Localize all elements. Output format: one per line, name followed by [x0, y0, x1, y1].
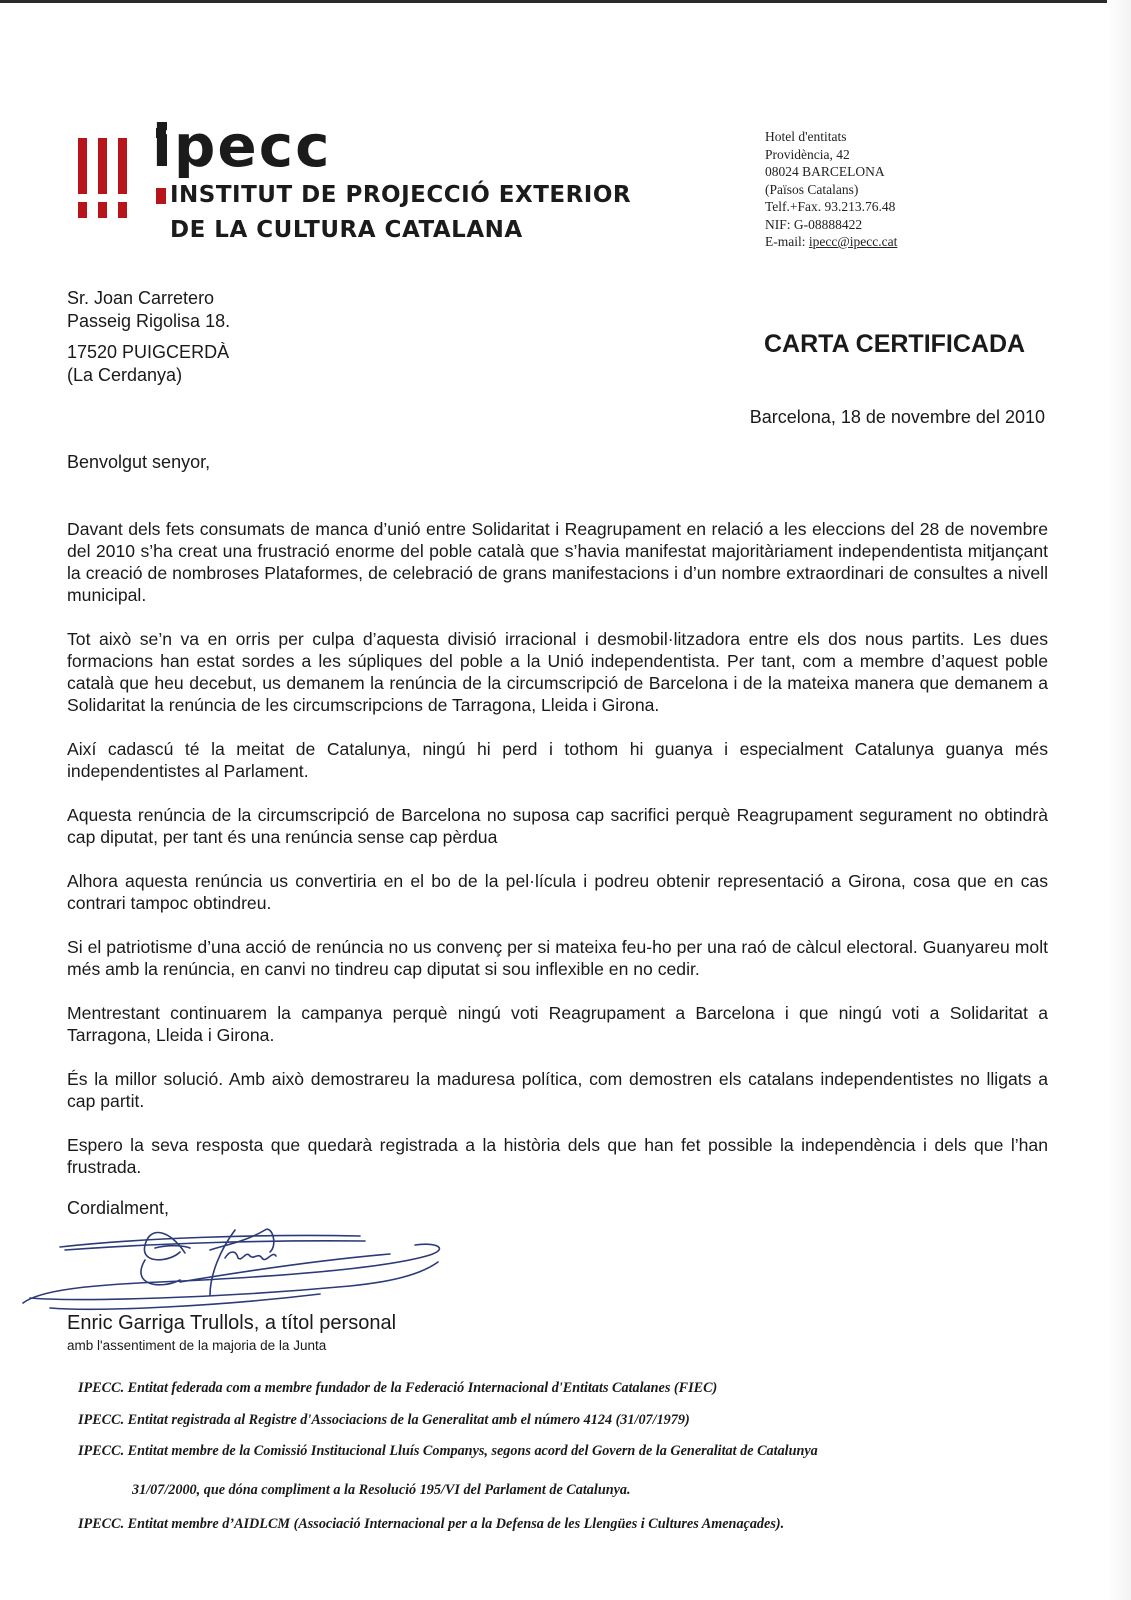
- address-line: Hotel d'entitats: [765, 129, 847, 144]
- footer-line: 31/07/2000, que dóna compliment a la Resolució 195/VI del Parlament de Catalunya.: [132, 1482, 631, 1498]
- letter-date: Barcelona, 18 de novembre del 2010: [749, 407, 1045, 427]
- scan-edge-top: [0, 0, 1131, 3]
- address-line: Providència, 42: [765, 146, 850, 162]
- logo-wordmark: ipecc: [152, 112, 332, 180]
- email-label: E-mail:: [765, 234, 806, 249]
- address-line: 08024 BARCELONA: [765, 164, 885, 179]
- footer-line: IPECC. Entitat membre de la Comissió Institucional Lluís Companys, segons acord del Govern de la Generalitat de Catalunya: [78, 1443, 818, 1459]
- recipient-region: (La Cerdanya): [67, 365, 183, 385]
- closing: Cordialment,: [67, 1198, 170, 1218]
- address-line: Telf.+Fax. 93.213.76.48: [765, 199, 896, 214]
- address-line: (Països Catalans): [765, 181, 859, 197]
- address-line: NIF: G-08888422: [765, 216, 863, 232]
- body-paragraph: Si el patriotisme d’una acció de renúncia no us convenç per si mateixa feu-ho per una raó de càlcul electoral. Guanyareu molt més amb la renúncia, en canvi no tindreu cap diputat si sou inflexible en no cedir.: [67, 937, 1048, 979]
- footer-line: IPECC. Entitat federada com a membre fundador de la Federació Internacional d'Entitats Catalanes (FIEC): [78, 1380, 718, 1396]
- logo-line-2: DE LA CULTURA CATALANA: [170, 217, 523, 243]
- recipient-city: 17520 PUIGCERDÀ: [67, 342, 230, 362]
- letter-type: CARTA CERTIFICADA: [764, 330, 1026, 358]
- body-paragraph: Aquesta renúncia de la circumscripció de Barcelona no suposa cap sacrifici perquè Reagrupament segurament no obtindrà cap diputat, per tant és una renúncia sense cap pèrdua: [67, 805, 1048, 847]
- recipient-street: Passeig Rigolisa 18.: [67, 311, 231, 331]
- recipient-name: Sr. Joan Carretero: [67, 288, 215, 308]
- salutation: Benvolgut senyor,: [67, 452, 211, 472]
- body-paragraph: Espero la seva resposta que quedarà registrada a la història dels que han fet possible la independència i dels que l’han frustrada.: [67, 1135, 1048, 1177]
- body-paragraph: Mentrestant continuarem la campanya perquè ningú voti Reagrupament a Barcelona i que ningú voti a Solidaritat a Tarragona, Lleida i Girona.: [67, 1003, 1048, 1045]
- signer-name: Enric Garriga Trullols, a títol personal: [67, 1312, 397, 1334]
- body-paragraph: Així cadascú té la meitat de Catalunya, ningú hi perd i tothom hi guanya i especialment Catalunya guanya més independentistes al Parlament.: [67, 739, 1048, 781]
- handwritten-signature: [20, 1190, 460, 1320]
- letter-body: [67, 518, 1048, 1200]
- email-row: [765, 233, 897, 251]
- sender-address: [765, 128, 897, 251]
- signer-note: amb l'assentiment de la majoria de la Junta: [67, 1338, 327, 1353]
- footer-line: IPECC. Entitat membre d’AIDLCM (Associació Internacional per a la Defensa de les Llengües i Cultures Amenaçades).: [78, 1516, 785, 1532]
- footer-line: IPECC. Entitat registrada al Registre d'Associacions de la Generalitat amb el número 4124 (31/07/1979): [78, 1412, 690, 1428]
- body-paragraph: Davant dels fets consumats de manca d’unió entre Solidaritat i Reagrupament en relació a les eleccions del 28 de novembre del 2010 s’ha creat una frustració enorme del poble català que s’havia manifestat majoritàriament independentista mitjançant la creació de nombroses Plataformes, de celebració de grans manifestacions i d’un nombre extraordinari de consultes a nivell municipal.: [67, 519, 1048, 605]
- body-paragraph: Alhora aquesta renúncia us convertiria en el bo de la pel·lícula i podreu obtenir representació a Girona, cosa que en cas contrari tampoc obtindreu.: [67, 871, 1048, 913]
- email-link[interactable]: ipecc@ipecc.cat: [808, 234, 898, 249]
- logo-red-square: [156, 188, 166, 204]
- body-paragraph: Tot això se’n va en orris per culpa d’aquesta divisió irracional i desmobil·litzadora entre els dos nous partits. Les dues formacions han estat sordes a les súpliques del poble a la Unió independentista. Per tant, com a membre d’aquest poble català que heu decebut, us demanem la renúncia de la circumscripció de Barcelona i de la mateixa manera que demanem a Solidaritat la renúncia de les circumscripcions de Tarragona, Lleida i Girona.: [67, 629, 1048, 715]
- ipecc-logo: [78, 112, 678, 248]
- logo-line-1: INSTITUT DE PROJECCIÓ EXTERIOR: [170, 182, 632, 208]
- scan-edge-right: [1107, 0, 1131, 1600]
- body-paragraph: És la millor solució. Amb això demostrareu la maduresa política, com demostren els catalans independentistes no lligats a cap partit.: [67, 1069, 1048, 1111]
- recipient-address: [67, 287, 230, 387]
